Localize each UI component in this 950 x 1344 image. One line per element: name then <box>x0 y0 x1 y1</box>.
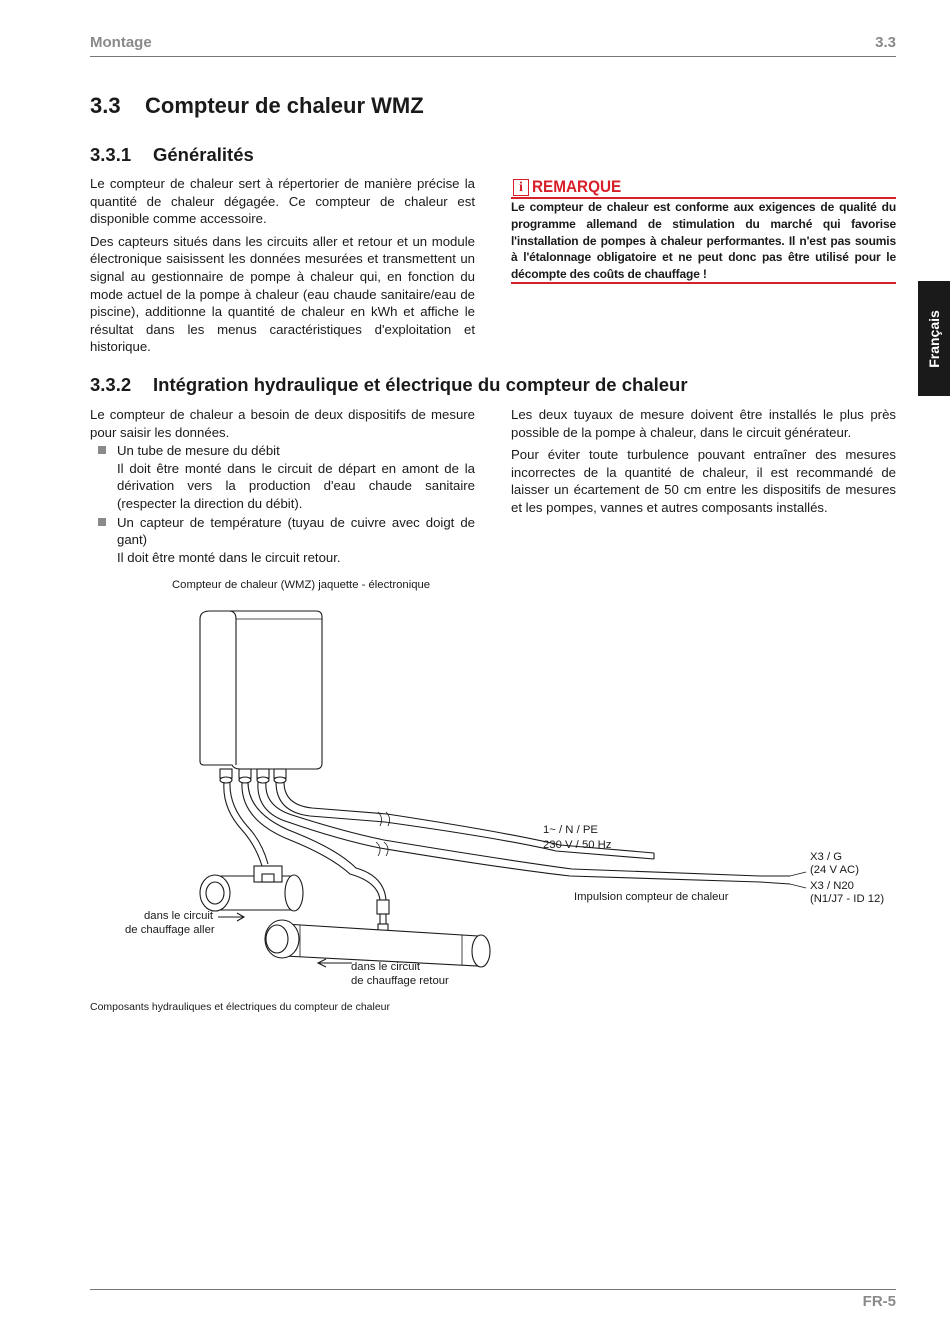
signal-cable-drawing <box>258 782 806 888</box>
flow-tube-drawing <box>200 866 303 911</box>
aller-label-2: de chauffage aller <box>125 924 215 936</box>
title-text: Compteur de chaleur WMZ <box>145 93 424 118</box>
header-number: 3.3 <box>875 34 896 51</box>
x3g-label-2: (24 V AC) <box>810 864 859 876</box>
electronics-box-drawing <box>200 611 322 769</box>
aller-label-1: dans le circuit <box>144 910 214 922</box>
list-item-title: Un capteur de température (tuyau de cuivre avec doigt de gant) <box>117 514 475 548</box>
x3g-label-1: X3 / G <box>810 851 843 863</box>
note-text: Le compteur de chaleur est conforme aux exigences de qualité du programme allemand de stimulation du marché qui favorise l'installation de pompes à chaleur performantes. Il n'est pas soumis à l'étalonnage obligatoire et ne peut donc pas être utilisé pour le décompte des coûts de chauffage ! <box>511 200 896 282</box>
temp-sensor-drawing <box>377 900 389 932</box>
list-item-text: Il doit être monté dans le circuit de départ en amont de la dérivation vers la production d'eau chaude sanitaire (respecter la direction du débit). <box>117 460 475 511</box>
figure-title: Compteur de chaleur (WMZ) jaquette - électronique <box>172 579 431 591</box>
cable-glands-drawing <box>220 769 286 783</box>
paragraph: Pour éviter toute turbulence pouvant entraîner des mesures incorrectes de la quantité de chaleur, il est recommandé de laisser un écartement de 50 cm entre les dispositifs de mesures et les pompes, vannes et autres composants installés. <box>511 447 896 515</box>
section-number-331: 3.3.1 <box>90 144 132 165</box>
section-number-332: 3.3.2 <box>90 374 132 395</box>
section-title-331: Généralités <box>153 144 254 165</box>
supply-label-1: 1~ / N / PE <box>543 824 598 836</box>
list-item-text: Il doit être monté dans le circuit retour. <box>117 549 341 565</box>
list-item-title: Un tube de mesure du débit <box>117 443 280 459</box>
paragraph: Les deux tuyaux de mesure doivent être installés le plus près possible de la pompe à chaleur, dans le circuit générateur. <box>511 407 896 440</box>
footer-rule <box>90 1289 896 1290</box>
paragraph: Des capteurs situés dans les circuits aller et retour et un module électronique saisissent les données mesurées et transmettent un signal au gestionnaire de pompe à chaleur qui, en fonction du mode actuel de la pompe à chaleur (eau chaude sanitaire/eau de piscine), additionne la quantité de chaleur en kWh et affiche le résultat dans les menus caractéristiques d'exploitation et historique. <box>90 233 475 355</box>
info-icon: i <box>513 179 529 196</box>
language-tab-label: Français <box>926 309 942 368</box>
x3n-label-1: X3 / N20 <box>810 880 854 892</box>
title-number: 3.3 <box>90 93 121 118</box>
note-title: REMARQUE <box>532 177 622 196</box>
x3n-label-2: (N1/J7 - ID 12) <box>810 893 885 905</box>
paragraph: Le compteur de chaleur sert à répertorier de manière précise la quantité de chaleur dégagée. Ce compteur de chaleur est disponible comme accessoire. <box>90 176 475 227</box>
retour-label-2: de chauffage retour <box>351 975 449 987</box>
page-number: FR-5 <box>862 1293 896 1310</box>
supply-label-2: 230 V / 50 Hz <box>543 839 612 851</box>
section-title-332: Intégration hydraulique et électrique du compteur de chaleur <box>153 374 688 395</box>
retour-label-1: dans le circuit <box>351 961 421 973</box>
paragraph: Le compteur de chaleur a besoin de deux dispositifs de mesure pour saisir les données. <box>90 407 475 440</box>
header-section: Montage <box>90 34 152 51</box>
figure-caption: Composants hydrauliques et électriques du compteur de chaleur <box>90 1001 391 1013</box>
impulse-label: Impulsion compteur de chaleur <box>574 891 729 903</box>
